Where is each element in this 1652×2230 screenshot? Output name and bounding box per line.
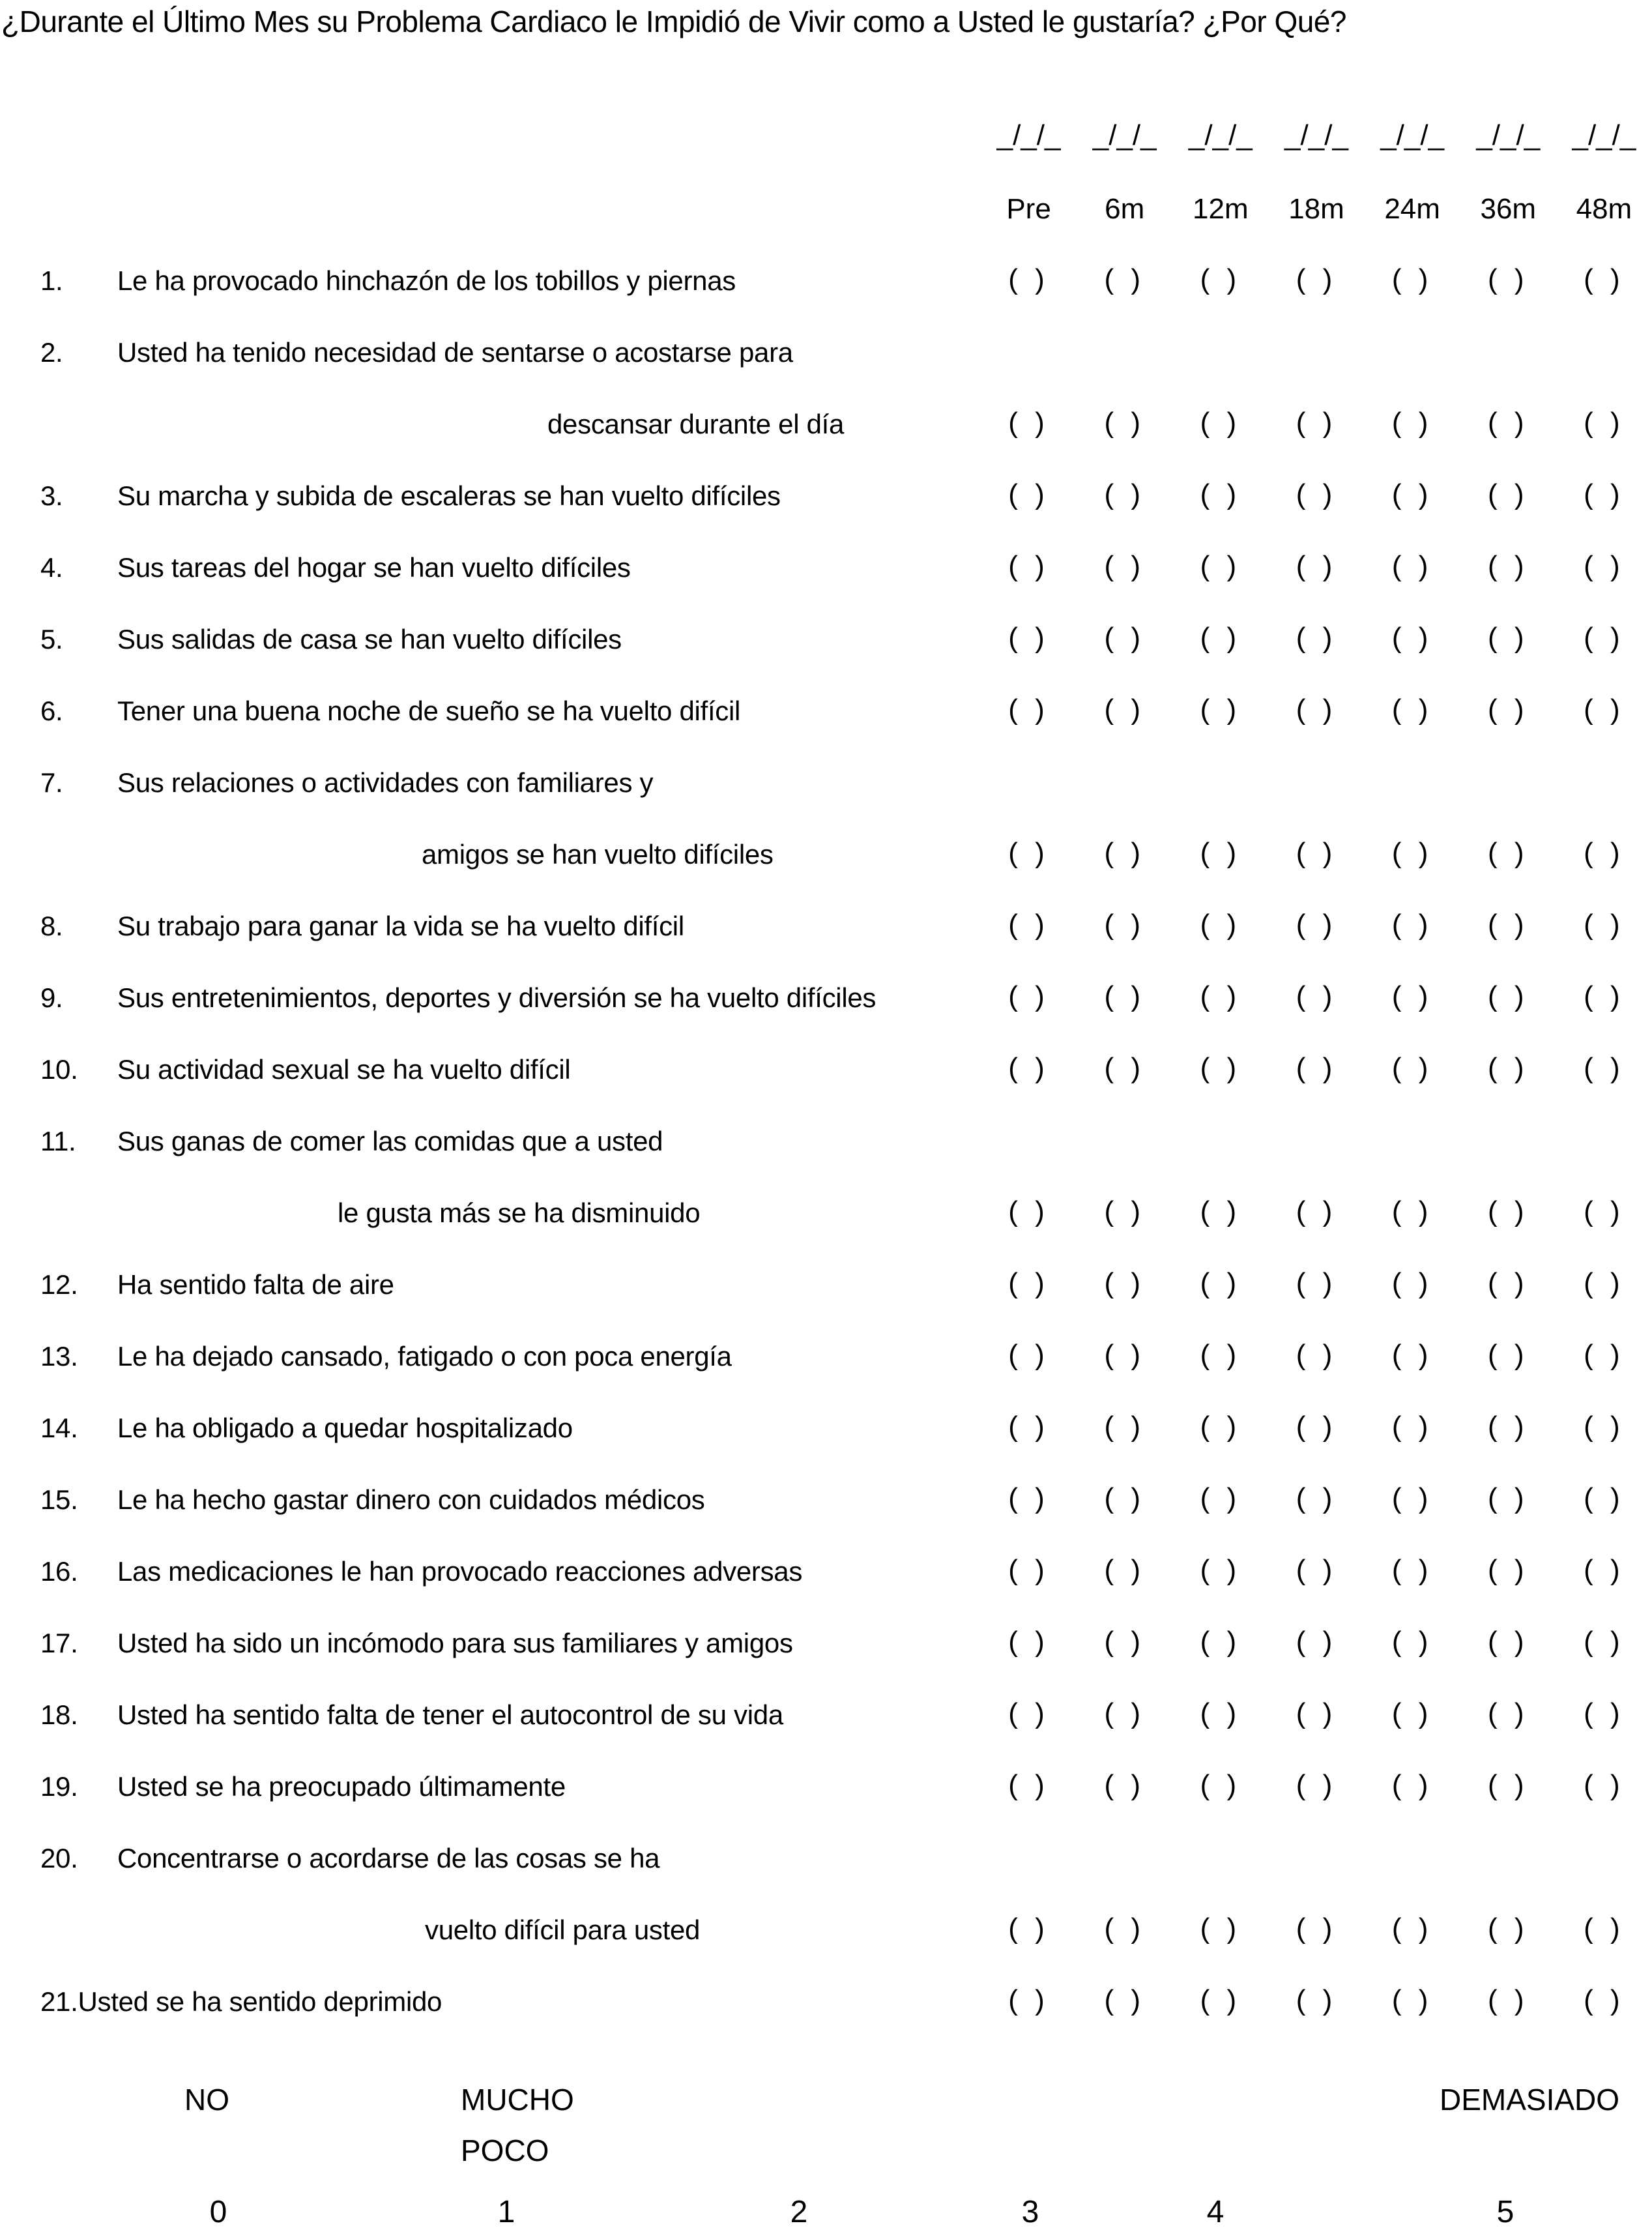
response-slot[interactable]: ( ) xyxy=(1296,622,1337,654)
question-line xyxy=(0,1843,1629,1915)
question-text: Usted se ha preocupado últimamente xyxy=(117,1771,566,1802)
question-number: 3. xyxy=(40,480,63,511)
question-text: Sus tareas del hogar se han vuelto difíciles xyxy=(117,552,631,583)
response-slot[interactable]: ( ) xyxy=(1584,1697,1625,1729)
response-slot[interactable]: ( ) xyxy=(1008,1196,1049,1227)
response-slot[interactable]: ( ) xyxy=(1008,1052,1049,1084)
question-number: 1. xyxy=(40,265,63,296)
response-row xyxy=(981,981,1652,1012)
response-slot[interactable]: ( ) xyxy=(1584,1769,1625,1801)
question-list xyxy=(0,263,1629,2059)
response-slot[interactable]: ( ) xyxy=(1008,1984,1049,2016)
question-text: Usted ha tenido necesidad de sentarse o acostarse para xyxy=(117,337,793,368)
response-slot[interactable]: ( ) xyxy=(1104,837,1145,869)
period-label-pre: Pre xyxy=(1006,193,1051,225)
response-slot[interactable]: ( ) xyxy=(1584,1411,1625,1443)
question-line xyxy=(0,837,1629,911)
question-line xyxy=(0,338,1629,409)
question-line xyxy=(0,1697,1629,1772)
response-slot[interactable]: ( ) xyxy=(1296,694,1337,726)
response-slot[interactable]: ( ) xyxy=(1008,1913,1049,1944)
response-slot[interactable]: ( ) xyxy=(1584,1196,1625,1227)
response-slot[interactable]: ( ) xyxy=(1008,1267,1049,1299)
response-slot[interactable]: ( ) xyxy=(1584,478,1625,510)
response-slot[interactable]: ( ) xyxy=(1104,1626,1145,1658)
response-row xyxy=(981,694,1652,726)
question-number: 20. xyxy=(40,1843,78,1873)
response-slot[interactable]: ( ) xyxy=(1584,1339,1625,1371)
response-slot[interactable]: ( ) xyxy=(1296,1411,1337,1443)
response-slot[interactable]: ( ) xyxy=(1391,694,1433,726)
response-slot[interactable]: ( ) xyxy=(1200,1339,1241,1371)
response-slot[interactable]: ( ) xyxy=(1488,263,1529,295)
response-slot[interactable]: ( ) xyxy=(1391,1267,1433,1299)
response-slot[interactable]: ( ) xyxy=(1391,263,1433,295)
response-slot[interactable]: ( ) xyxy=(1296,909,1337,941)
question-line xyxy=(0,478,1629,553)
response-slot[interactable]: ( ) xyxy=(1104,1913,1145,1944)
response-slot[interactable]: ( ) xyxy=(1200,1267,1241,1299)
date-entry-slot[interactable]: _/_/_ xyxy=(1188,119,1253,151)
response-slot[interactable]: ( ) xyxy=(1488,407,1529,439)
response-slot[interactable]: ( ) xyxy=(1200,550,1241,582)
response-slot[interactable]: ( ) xyxy=(1296,1697,1337,1729)
response-row xyxy=(981,1411,1652,1443)
question-line xyxy=(0,409,1629,481)
question-text: descansar durante el día xyxy=(547,409,845,439)
response-slot[interactable]: ( ) xyxy=(1200,694,1241,726)
question-text: Sus relaciones o actividades con familiares y xyxy=(117,767,654,798)
period-label-36m: 36m xyxy=(1480,193,1537,225)
response-slot[interactable]: ( ) xyxy=(1008,1482,1049,1514)
response-slot[interactable]: ( ) xyxy=(1008,1339,1049,1371)
date-row xyxy=(981,119,1652,152)
response-slot[interactable]: ( ) xyxy=(1488,550,1529,582)
response-slot[interactable]: ( ) xyxy=(1008,407,1049,439)
response-slot[interactable]: ( ) xyxy=(1104,1984,1145,2016)
response-slot[interactable]: ( ) xyxy=(1104,1196,1145,1227)
question-number: 8. xyxy=(40,911,63,941)
response-slot[interactable]: ( ) xyxy=(1488,1339,1529,1371)
scale-value-5: 5 xyxy=(1496,2195,1514,2229)
response-slot[interactable]: ( ) xyxy=(1296,1052,1337,1084)
response-slot[interactable]: ( ) xyxy=(1391,1626,1433,1658)
period-header-row xyxy=(981,193,1652,226)
scale-value-3: 3 xyxy=(1021,2195,1039,2229)
response-row xyxy=(981,407,1652,439)
response-slot[interactable]: ( ) xyxy=(1200,478,1241,510)
response-slot[interactable]: ( ) xyxy=(1296,1984,1337,2016)
response-slot[interactable]: ( ) xyxy=(1584,407,1625,439)
response-slot[interactable]: ( ) xyxy=(1584,980,1625,1012)
response-slot[interactable]: ( ) xyxy=(1104,550,1145,582)
response-slot[interactable]: ( ) xyxy=(1391,1052,1433,1084)
question-line xyxy=(0,1267,1629,1342)
response-row xyxy=(981,623,1652,654)
response-slot[interactable]: ( ) xyxy=(1488,1554,1529,1586)
response-slot[interactable]: ( ) xyxy=(1200,909,1241,941)
question-number: 7. xyxy=(40,767,63,798)
response-slot[interactable]: ( ) xyxy=(1584,1984,1625,2016)
response-slot[interactable]: ( ) xyxy=(1584,1267,1625,1299)
response-slot[interactable]: ( ) xyxy=(1200,1052,1241,1084)
response-slot[interactable]: ( ) xyxy=(1584,1554,1625,1586)
question-number: 16. xyxy=(40,1556,78,1587)
response-slot[interactable]: ( ) xyxy=(1200,1554,1241,1586)
response-slot[interactable]: ( ) xyxy=(1008,980,1049,1012)
question-text: Sus salidas de casa se han vuelto difíciles xyxy=(117,624,622,654)
period-label-6m: 6m xyxy=(1105,193,1145,225)
response-slot[interactable]: ( ) xyxy=(1584,622,1625,654)
response-slot[interactable]: ( ) xyxy=(1104,694,1145,726)
question-number: 11. xyxy=(40,1126,76,1156)
question-line xyxy=(0,1628,1629,1700)
scale-anchor-poco: POCO xyxy=(461,2134,549,2167)
response-slot[interactable]: ( ) xyxy=(1488,1697,1529,1729)
response-row xyxy=(981,1913,1652,1944)
response-slot[interactable]: ( ) xyxy=(1296,1196,1337,1227)
response-slot[interactable]: ( ) xyxy=(1104,1339,1145,1371)
response-row xyxy=(981,1340,1652,1371)
scale-anchor-no: NO xyxy=(184,2083,229,2117)
response-slot[interactable]: ( ) xyxy=(1488,909,1529,941)
form-title: ¿Durante el Último Mes su Problema Cardiaco le Impidió de Vivir como a Usted le gustaría? ¿Por Qué? xyxy=(1,5,1347,38)
question-text: Ha sentido falta de aire xyxy=(117,1269,394,1300)
response-slot[interactable]: ( ) xyxy=(1200,1769,1241,1801)
question-line xyxy=(0,550,1629,624)
question-line xyxy=(0,1554,1629,1628)
scale-anchor-demasiado: DEMASIADO xyxy=(1440,2083,1620,2117)
question-line xyxy=(0,1482,1629,1557)
response-slot[interactable]: ( ) xyxy=(1296,980,1337,1012)
response-slot[interactable]: ( ) xyxy=(1391,1769,1433,1801)
response-slot[interactable]: ( ) xyxy=(1296,1554,1337,1586)
response-slot[interactable]: ( ) xyxy=(1584,1052,1625,1084)
response-slot[interactable]: ( ) xyxy=(1488,1984,1529,2016)
response-slot[interactable]: ( ) xyxy=(1296,837,1337,869)
question-number: 6. xyxy=(40,696,63,726)
question-line xyxy=(0,1769,1629,1843)
response-slot[interactable]: ( ) xyxy=(1391,1482,1433,1514)
response-slot[interactable]: ( ) xyxy=(1296,407,1337,439)
response-slot[interactable]: ( ) xyxy=(1104,622,1145,654)
response-slot[interactable]: ( ) xyxy=(1296,1482,1337,1514)
response-row xyxy=(981,1555,1652,1586)
response-slot[interactable]: ( ) xyxy=(1104,909,1145,941)
response-slot[interactable]: ( ) xyxy=(1391,622,1433,654)
response-row xyxy=(981,264,1652,295)
question-line xyxy=(0,1413,1629,1485)
response-slot[interactable]: ( ) xyxy=(1584,263,1625,295)
response-slot[interactable]: ( ) xyxy=(1200,1913,1241,1944)
response-slot[interactable]: ( ) xyxy=(1200,1984,1241,2016)
response-slot[interactable]: ( ) xyxy=(1488,1196,1529,1227)
question-text: Le ha dejado cansado, fatigado o con poca energía xyxy=(117,1341,732,1372)
question-number: 4. xyxy=(40,552,63,583)
response-row xyxy=(981,1053,1652,1084)
date-entry-slot[interactable]: _/_/_ xyxy=(996,119,1061,151)
response-slot[interactable]: ( ) xyxy=(1104,1697,1145,1729)
response-slot[interactable]: ( ) xyxy=(1008,1554,1049,1586)
response-slot[interactable]: ( ) xyxy=(1296,263,1337,295)
response-slot[interactable]: ( ) xyxy=(1104,478,1145,510)
question-text: Tener una buena noche de sueño se ha vuelto difícil xyxy=(117,696,741,726)
response-slot[interactable]: ( ) xyxy=(1584,1913,1625,1944)
question-text: Le ha obligado a quedar hospitalizado xyxy=(117,1413,573,1443)
response-slot[interactable]: ( ) xyxy=(1488,478,1529,510)
period-label-48m: 48m xyxy=(1576,193,1632,225)
response-row xyxy=(981,551,1652,582)
period-label-18m: 18m xyxy=(1288,193,1344,225)
question-line xyxy=(0,696,1629,768)
date-entry-slot[interactable]: _/_/_ xyxy=(1380,119,1445,151)
response-slot[interactable]: ( ) xyxy=(1391,478,1433,510)
question-line xyxy=(0,1984,1629,2059)
question-line xyxy=(0,768,1629,840)
response-slot[interactable]: ( ) xyxy=(1200,1196,1241,1227)
response-slot[interactable]: ( ) xyxy=(1200,407,1241,439)
response-slot[interactable]: ( ) xyxy=(1104,1769,1145,1801)
response-slot[interactable]: ( ) xyxy=(1008,263,1049,295)
response-slot[interactable]: ( ) xyxy=(1391,407,1433,439)
question-line xyxy=(0,1052,1629,1126)
period-label-24m: 24m xyxy=(1384,193,1440,225)
question-text: Usted ha sido un incómodo para sus familiares y amigos xyxy=(117,1628,793,1658)
response-slot[interactable]: ( ) xyxy=(1008,837,1049,869)
response-slot[interactable]: ( ) xyxy=(1488,980,1529,1012)
response-slot[interactable]: ( ) xyxy=(1200,837,1241,869)
response-row xyxy=(981,909,1652,941)
question-number: 13. xyxy=(40,1341,78,1372)
response-slot[interactable]: ( ) xyxy=(1584,837,1625,869)
response-slot[interactable]: ( ) xyxy=(1488,622,1529,654)
response-slot[interactable]: ( ) xyxy=(1488,1769,1529,1801)
response-slot[interactable]: ( ) xyxy=(1104,407,1145,439)
question-text: Concentrarse o acordarse de las cosas se ha xyxy=(117,1843,660,1873)
response-row xyxy=(981,1483,1652,1514)
question-line xyxy=(0,1339,1629,1413)
response-slot[interactable]: ( ) xyxy=(1104,980,1145,1012)
response-slot[interactable]: ( ) xyxy=(1200,622,1241,654)
response-slot[interactable]: ( ) xyxy=(1391,837,1433,869)
response-slot[interactable]: ( ) xyxy=(1296,478,1337,510)
question-text: 21.Usted se ha sentido deprimido xyxy=(40,1986,442,2017)
response-slot[interactable]: ( ) xyxy=(1008,909,1049,941)
scale-value-2: 2 xyxy=(790,2195,808,2229)
question-line xyxy=(0,1915,1629,1987)
response-row xyxy=(981,838,1652,869)
scale-value-1: 1 xyxy=(497,2195,515,2229)
question-text: amigos se han vuelto difíciles xyxy=(422,839,774,870)
question-line xyxy=(0,980,1629,1055)
response-slot[interactable]: ( ) xyxy=(1008,1411,1049,1443)
question-text: Las medicaciones le han provocado reacciones adversas xyxy=(117,1556,803,1587)
date-entry-slot[interactable]: _/_/_ xyxy=(1284,119,1348,151)
response-slot[interactable]: ( ) xyxy=(1008,1626,1049,1658)
response-slot[interactable]: ( ) xyxy=(1488,1052,1529,1084)
question-line xyxy=(0,911,1629,983)
response-slot[interactable]: ( ) xyxy=(1104,1411,1145,1443)
question-text: Usted ha sentido falta de tener el autocontrol de su vida xyxy=(117,1699,783,1730)
response-slot[interactable]: ( ) xyxy=(1200,980,1241,1012)
response-slot[interactable]: ( ) xyxy=(1391,1697,1433,1729)
response-slot[interactable]: ( ) xyxy=(1008,478,1049,510)
response-slot[interactable]: ( ) xyxy=(1296,550,1337,582)
question-number: 19. xyxy=(40,1771,78,1802)
response-slot[interactable]: ( ) xyxy=(1008,1697,1049,1729)
response-slot[interactable]: ( ) xyxy=(1200,1482,1241,1514)
response-slot[interactable]: ( ) xyxy=(1391,1554,1433,1586)
period-label-12m: 12m xyxy=(1193,193,1249,225)
response-slot[interactable]: ( ) xyxy=(1488,1913,1529,1944)
question-number: 2. xyxy=(40,337,63,368)
scale-value-0: 0 xyxy=(209,2195,227,2229)
response-slot[interactable]: ( ) xyxy=(1296,1769,1337,1801)
response-slot[interactable]: ( ) xyxy=(1391,1984,1433,2016)
response-slot[interactable]: ( ) xyxy=(1488,1626,1529,1658)
response-slot[interactable]: ( ) xyxy=(1488,694,1529,726)
date-entry-slot[interactable]: _/_/_ xyxy=(1476,119,1541,151)
response-slot[interactable]: ( ) xyxy=(1296,1913,1337,1944)
response-row xyxy=(981,479,1652,510)
response-row xyxy=(981,1626,1652,1658)
question-text: Le ha provocado hinchazón de los tobillos y piernas xyxy=(117,265,736,296)
question-number: 17. xyxy=(40,1628,78,1658)
question-number: 14. xyxy=(40,1413,78,1443)
response-slot[interactable]: ( ) xyxy=(1008,550,1049,582)
question-text: Sus ganas de comer las comidas que a usted xyxy=(117,1126,663,1156)
response-slot[interactable]: ( ) xyxy=(1391,1196,1433,1227)
response-slot[interactable]: ( ) xyxy=(1488,1267,1529,1299)
response-slot[interactable]: ( ) xyxy=(1200,263,1241,295)
response-slot[interactable]: ( ) xyxy=(1488,1411,1529,1443)
response-slot[interactable]: ( ) xyxy=(1391,1913,1433,1944)
response-slot[interactable]: ( ) xyxy=(1391,909,1433,941)
response-slot[interactable]: ( ) xyxy=(1391,550,1433,582)
question-number: 9. xyxy=(40,982,63,1013)
response-slot[interactable]: ( ) xyxy=(1008,694,1049,726)
question-number: 10. xyxy=(40,1054,78,1085)
question-text: Su trabajo para ganar la vida se ha vuelto difícil xyxy=(117,911,684,941)
question-line xyxy=(0,624,1629,696)
scale-value-4: 4 xyxy=(1206,2195,1225,2229)
response-slot[interactable]: ( ) xyxy=(1391,980,1433,1012)
question-text: Su actividad sexual se ha vuelto difícil xyxy=(117,1054,571,1085)
response-slot[interactable]: ( ) xyxy=(1584,1482,1625,1514)
question-text: Sus entretenimientos, deportes y diversión se ha vuelto difíciles xyxy=(117,982,877,1013)
response-slot[interactable]: ( ) xyxy=(1391,1339,1433,1371)
response-slot[interactable]: ( ) xyxy=(1584,694,1625,726)
question-text: vuelto difícil para usted xyxy=(425,1915,701,1945)
response-slot[interactable]: ( ) xyxy=(1200,1411,1241,1443)
question-number: 18. xyxy=(40,1699,78,1730)
response-slot[interactable]: ( ) xyxy=(1104,1267,1145,1299)
response-row xyxy=(981,1985,1652,2016)
response-slot[interactable]: ( ) xyxy=(1200,1697,1241,1729)
response-row xyxy=(981,1698,1652,1729)
question-number: 12. xyxy=(40,1269,78,1300)
scale-anchor-mucho: MUCHO xyxy=(461,2083,574,2117)
date-entry-slot[interactable]: _/_/_ xyxy=(1092,119,1157,151)
response-slot[interactable]: ( ) xyxy=(1584,1626,1625,1658)
response-slot[interactable]: ( ) xyxy=(1584,550,1625,582)
response-slot[interactable]: ( ) xyxy=(1008,622,1049,654)
response-slot[interactable]: ( ) xyxy=(1104,263,1145,295)
response-slot[interactable]: ( ) xyxy=(1391,1411,1433,1443)
question-line xyxy=(0,1126,1629,1198)
question-text: le gusta más se ha disminuido xyxy=(338,1197,701,1228)
question-number: 15. xyxy=(40,1484,78,1515)
response-slot[interactable]: ( ) xyxy=(1104,1554,1145,1586)
date-entry-slot[interactable]: _/_/_ xyxy=(1572,119,1636,151)
question-text: Le ha hecho gastar dinero con cuidados médicos xyxy=(117,1484,705,1515)
question-line xyxy=(0,1198,1629,1270)
response-slot[interactable]: ( ) xyxy=(1488,1482,1529,1514)
response-row xyxy=(981,1268,1652,1299)
response-slot[interactable]: ( ) xyxy=(1488,837,1529,869)
question-number: 5. xyxy=(40,624,63,654)
question-line xyxy=(0,263,1629,338)
response-slot[interactable]: ( ) xyxy=(1584,909,1625,941)
response-row xyxy=(981,1196,1652,1227)
response-slot[interactable]: ( ) xyxy=(1296,1339,1337,1371)
response-slot[interactable]: ( ) xyxy=(1104,1052,1145,1084)
response-row xyxy=(981,1770,1652,1801)
response-slot[interactable]: ( ) xyxy=(1200,1626,1241,1658)
response-slot[interactable]: ( ) xyxy=(1296,1626,1337,1658)
response-slot[interactable]: ( ) xyxy=(1296,1267,1337,1299)
response-slot[interactable]: ( ) xyxy=(1104,1482,1145,1514)
response-slot[interactable]: ( ) xyxy=(1008,1769,1049,1801)
question-text: Su marcha y subida de escaleras se han vuelto difíciles xyxy=(117,480,781,511)
